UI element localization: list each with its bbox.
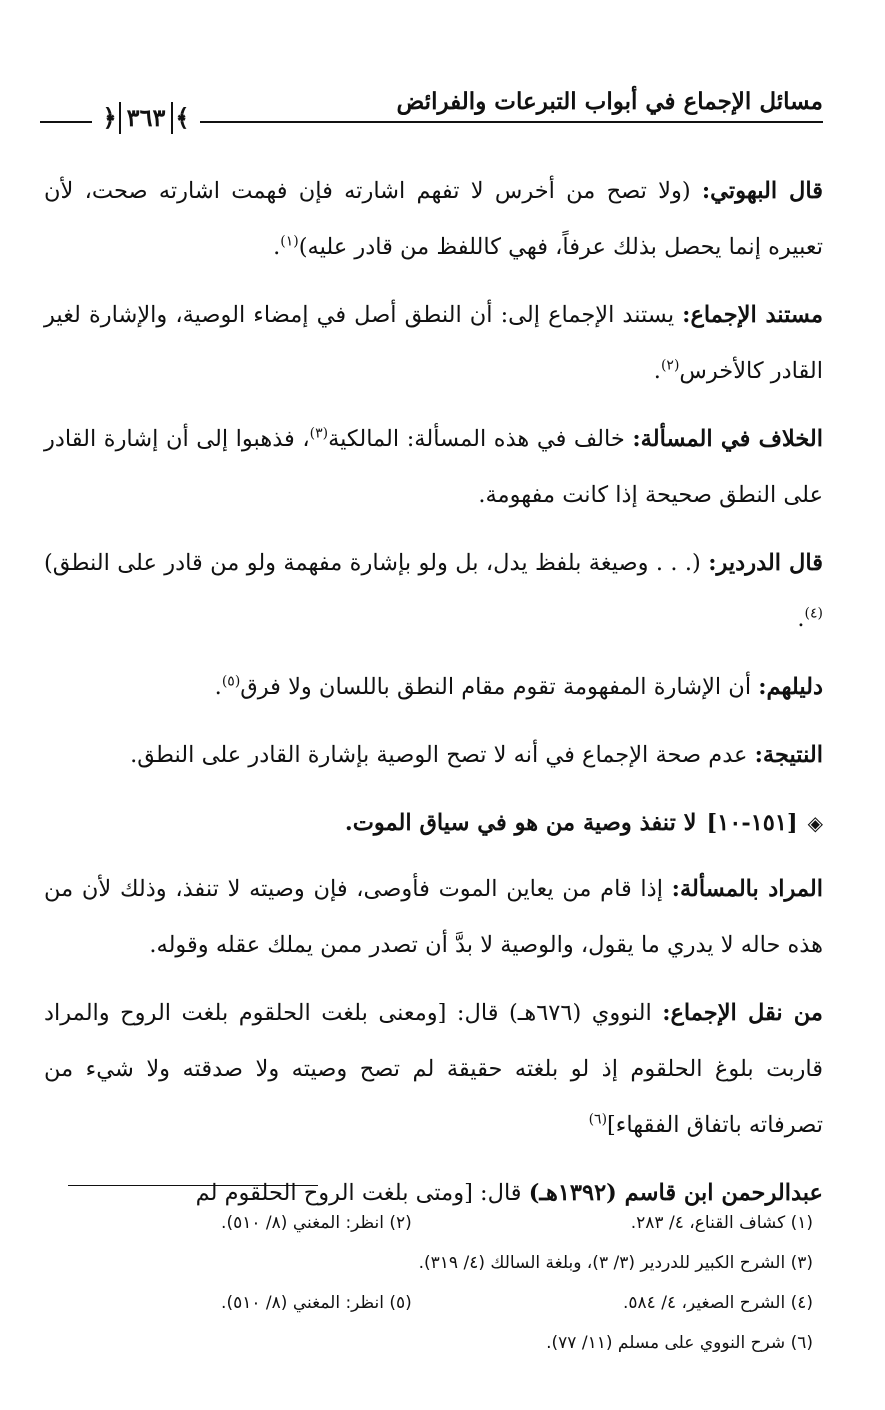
footnote: (٢) انظر: المغني (٨/ ٥١٠).	[221, 1213, 412, 1233]
running-title: مسائل الإجماع في أبواب التبرعات والفرائض	[396, 88, 823, 115]
footnote-ref: (٥)	[221, 673, 241, 690]
section-heading	[44, 795, 823, 851]
paragraph-lead: قال الدردير:	[708, 550, 824, 576]
page-body	[44, 163, 823, 1233]
paragraph-lead: عبدالرحمن ابن قاسم (١٣٩٢هـ)	[528, 1180, 823, 1206]
paragraph	[44, 659, 823, 715]
footnote: (٥) انظر: المغني (٨/ ٥١٠).	[221, 1293, 412, 1313]
paragraph	[44, 861, 823, 973]
ornament-right: ﴿	[102, 103, 117, 132]
paragraph-lead: النتيجة:	[754, 742, 823, 768]
paragraph-text: خالف في هذه المسألة: المالكية	[328, 426, 633, 452]
footnote-ref: (٤)	[804, 605, 823, 622]
paragraph-lead: الخلاف في المسألة:	[632, 426, 823, 452]
footnote-ref: (٣)	[309, 425, 329, 442]
paragraph-tail: .	[214, 674, 222, 700]
paragraph-text: عدم صحة الإجماع في أنه لا تصح الوصية بإشارة القادر على النطق.	[130, 742, 755, 768]
paragraph-text: (ولا تصح من أخرس لا تفهم اشارته فإن فهمت اشارته صحت، لأن تعبيره إنما يحصل بذلك عرفاً، فهي كاللفظ من قادر عليه)	[44, 178, 823, 260]
footnote-ref: (٦)	[588, 1111, 608, 1128]
paragraph-tail: .	[653, 358, 661, 384]
paragraph-tail: .	[797, 606, 805, 632]
paragraph-lead: مستند الإجماع:	[682, 302, 823, 328]
diamond-icon: ◈	[807, 811, 823, 835]
footnote-ref: (١)	[280, 233, 299, 250]
paragraph	[44, 411, 823, 523]
paragraph-lead: دليلهم:	[758, 674, 823, 700]
paragraph-tail: .	[273, 234, 281, 260]
paragraph-text: النووي (٦٧٦هـ) قال: [ومعنى بلغت الحلقوم بلغت الروح والمراد قاربت بلوغ الحلقوم إذ لو بلغته حقيقة لم تصح وصيته ولا صدقته ولا شيء من تصرفاته باتفاق الفقهاء]	[44, 1000, 823, 1138]
footnote-row	[70, 1283, 813, 1323]
footnote-separator	[68, 1185, 318, 1186]
paragraph	[44, 535, 823, 647]
paragraph-lead: قال البهوتي:	[701, 178, 823, 204]
footnote-row	[70, 1323, 813, 1363]
page-header	[40, 80, 823, 150]
footnote-row	[70, 1203, 813, 1243]
paragraph-text: (. . . وصيغة بلفظ يدل، بل ولو بإشارة مفهمة ولو من قادر على النطق)	[44, 550, 709, 576]
section-number: [١٥١-١٠]	[706, 810, 798, 836]
footnote-row	[70, 1243, 813, 1283]
paragraph-tail: ، فذهبوا إلى أن إشارة القادر على النطق صحيحة إذا كانت مفهومة.	[44, 426, 823, 508]
footnotes	[70, 1203, 813, 1363]
ornament-left: ﴾	[175, 103, 190, 132]
paragraph-text: أن الإشارة المفهومة تقوم مقام النطق باللسان ولا فرق	[240, 674, 759, 700]
footnote: (١) كشاف القناع، ٤/ ٢٨٣.	[630, 1213, 813, 1233]
paragraph-group-2	[44, 861, 823, 1221]
footnote-ref: (٢)	[660, 357, 680, 374]
paragraph-lead: من نقل الإجماع:	[662, 1000, 823, 1026]
paragraph	[44, 163, 823, 275]
page-number-ornament	[92, 98, 200, 138]
footnote: (٦) شرح النووي على مسلم (١١/ ٧٧).	[546, 1333, 813, 1353]
paragraph-text: يستند الإجماع إلى: أن النطق أصل في إمضاء الوصية، والإشارة لغير القادر كالأخرس	[44, 302, 823, 384]
footnote: (٣) الشرح الكبير للدردير (٣/ ٣)، وبلغة السالك (٤/ ٣١٩).	[418, 1253, 813, 1273]
paragraph	[44, 727, 823, 783]
paragraph	[44, 287, 823, 399]
footnote: (٤) الشرح الصغير، ٤/ ٥٨٤.	[623, 1293, 813, 1313]
paragraph-lead: المراد بالمسألة:	[671, 876, 823, 902]
section-title: لا تنفذ وصية من هو في سياق الموت.	[344, 810, 697, 836]
paragraph	[44, 985, 823, 1153]
paragraph-group-1	[44, 163, 823, 783]
paragraph-text: إذا قام من يعاين الموت فأوصى، فإن وصيته لا تنفذ، وذلك لأن من هذه حاله لا يدري ما يقول، والوصية لا بدَّ أن تصدر ممن يملك عقله وقوله.	[44, 876, 823, 958]
paragraph-text: قال: [ومتى بلغت الروح الحلقوم لم	[195, 1180, 529, 1206]
page-number: ٣٦٣	[119, 102, 174, 134]
